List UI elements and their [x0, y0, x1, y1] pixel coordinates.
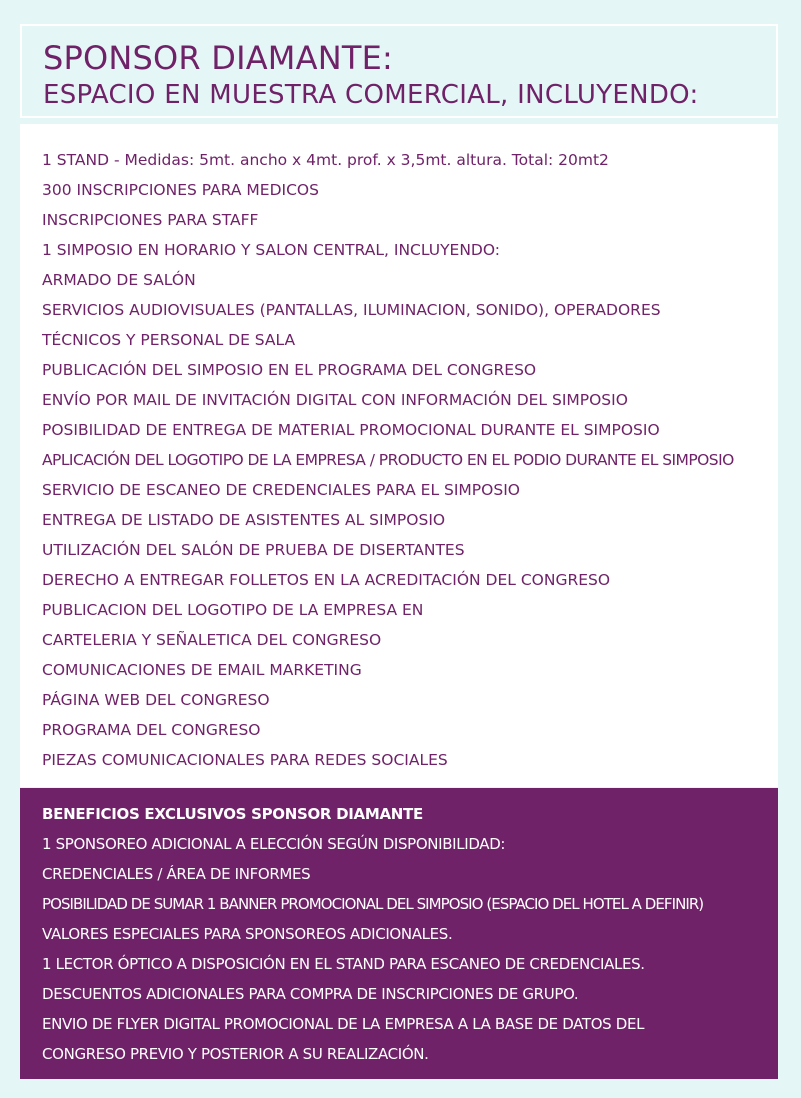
list-item: UTILIZACIÓN DEL SALÓN DE PRUEBA DE DISERTANTES — [42, 541, 465, 559]
list-item: SERVICIOS AUDIOVISUALES (PANTALLAS, ILUMINACION, SONIDO), OPERADORES — [42, 301, 661, 319]
list-item: APLICACIÓN DEL LOGOTIPO DE LA EMPRESA / PRODUCTO EN EL PODIO DURANTE EL SIMPOSIO — [42, 451, 734, 469]
benefits-list — [42, 829, 703, 1069]
benefit-item: CONGRESO PREVIO Y POSTERIOR A SU REALIZACIÓN. — [42, 1045, 429, 1063]
page-title: SPONSOR DIAMANTE: — [43, 39, 393, 77]
list-item: TÉCNICOS Y PERSONAL DE SALA — [42, 331, 296, 349]
benefit-item: CREDENCIALES / ÁREA DE INFORMES — [42, 865, 311, 883]
list-item: INSCRIPCIONES PARA STAFF — [42, 211, 259, 229]
list-item: PROGRAMA DEL CONGRESO — [42, 721, 261, 739]
list-item: PÁGINA WEB DEL CONGRESO — [42, 691, 270, 709]
list-item: PIEZAS COMUNICACIONALES PARA REDES SOCIALES — [42, 751, 448, 769]
benefit-item: 1 LECTOR ÓPTICO A DISPOSICIÓN EN EL STAND PARA ESCANEO DE CREDENCIALES. — [42, 955, 645, 973]
header-box — [20, 24, 778, 118]
benefits-panel — [20, 788, 778, 1079]
list-item: 1 STAND - Medidas: 5mt. ancho x 4mt. prof. x 3,5mt. altura. Total: 20mt2 — [42, 151, 609, 169]
benefits-title: BENEFICIOS EXCLUSIVOS SPONSOR DIAMANTE — [42, 805, 423, 823]
list-item: POSIBILIDAD DE ENTREGA DE MATERIAL PROMOCIONAL DURANTE EL SIMPOSIO — [42, 421, 660, 439]
includes-panel — [20, 124, 778, 787]
benefit-item: 1 SPONSOREO ADICIONAL A ELECCIÓN SEGÚN DISPONIBILIDAD: — [42, 835, 506, 853]
list-item: 300 INSCRIPCIONES PARA MEDICOS — [42, 181, 319, 199]
list-item: PUBLICACIÓN DEL SIMPOSIO EN EL PROGRAMA DEL CONGRESO — [42, 361, 537, 379]
list-item: ENVÍO POR MAIL DE INVITACIÓN DIGITAL CON INFORMACIÓN DEL SIMPOSIO — [42, 391, 628, 409]
includes-list — [42, 145, 734, 775]
page-subtitle: ESPACIO EN MUESTRA COMERCIAL, INCLUYENDO: — [43, 80, 699, 110]
benefit-item: DESCUENTOS ADICIONALES PARA COMPRA DE INSCRIPCIONES DE GRUPO. — [42, 985, 579, 1003]
list-item: CARTELERIA Y SEÑALETICA DEL CONGRESO — [42, 631, 382, 649]
benefit-item: ENVIO DE FLYER DIGITAL PROMOCIONAL DE LA EMPRESA A LA BASE DE DATOS DEL — [42, 1015, 645, 1033]
list-item: ARMADO DE SALÓN — [42, 271, 196, 289]
list-item: DERECHO A ENTREGAR FOLLETOS EN LA ACREDITACIÓN DEL CONGRESO — [42, 571, 611, 589]
list-item: ENTREGA DE LISTADO DE ASISTENTES AL SIMPOSIO — [42, 511, 446, 529]
list-item: PUBLICACION DEL LOGOTIPO DE LA EMPRESA EN — [42, 601, 424, 619]
benefit-item: POSIBILIDAD DE SUMAR 1 BANNER PROMOCIONAL DEL SIMPOSIO (ESPACIO DEL HOTEL A DEFINIR) — [42, 895, 704, 913]
list-item: SERVICIO DE ESCANEO DE CREDENCIALES PARA EL SIMPOSIO — [42, 481, 520, 499]
list-item: 1 SIMPOSIO EN HORARIO Y SALON CENTRAL, INCLUYENDO: — [42, 241, 501, 259]
benefit-item: VALORES ESPECIALES PARA SPONSOREOS ADICIONALES. — [42, 925, 453, 943]
list-item: COMUNICACIONES DE EMAIL MARKETING — [42, 661, 362, 679]
